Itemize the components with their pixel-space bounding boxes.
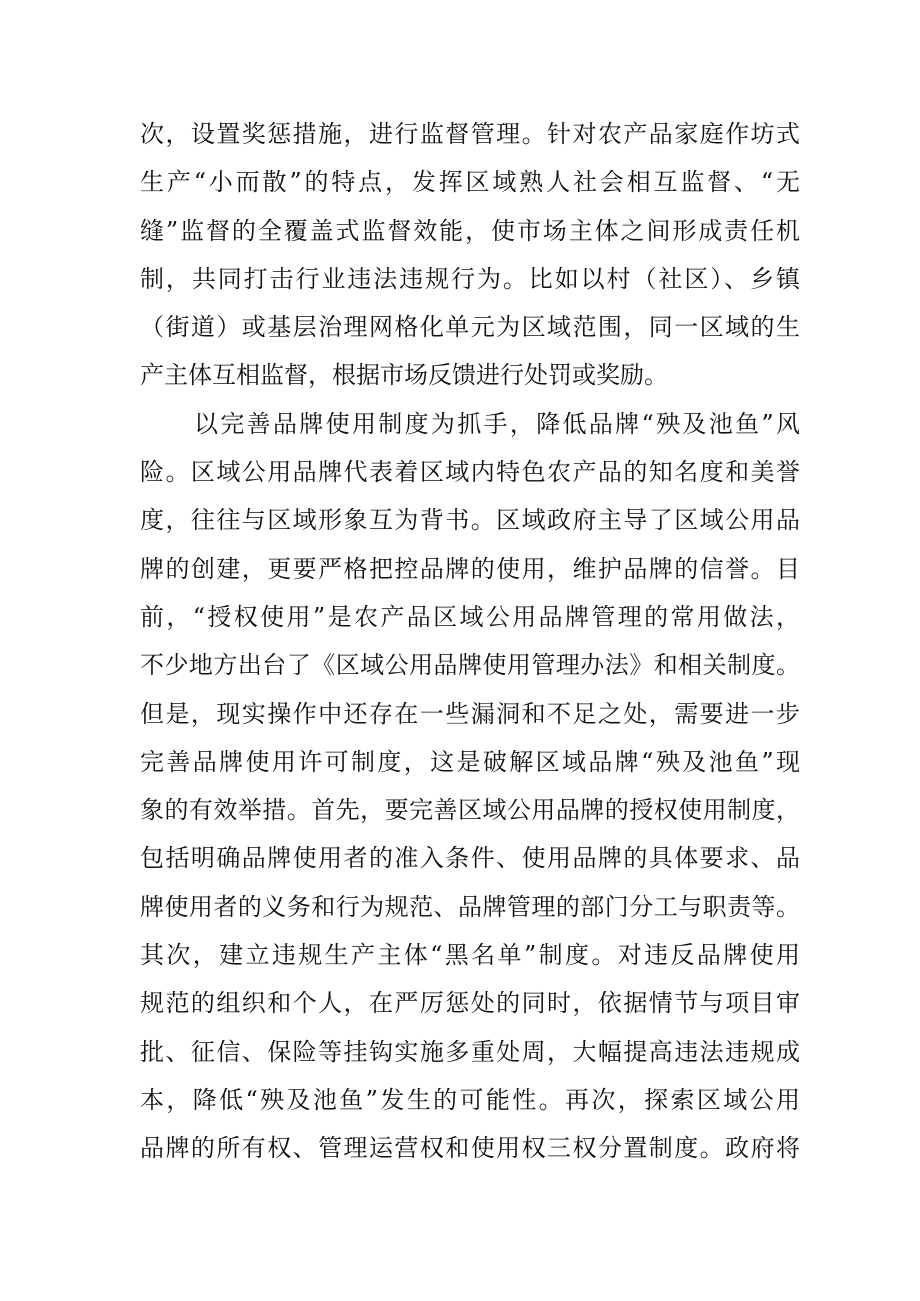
text-line: 制，共同打击行业违法违规行为。比如以村（社区）、乡镇: [140, 264, 800, 293]
text-line: 缝”监督的全覆盖式监督效能，使市场主体之间形成责任机: [140, 216, 800, 245]
text-line: 牌使用者的义务和行为规范、品牌管理的部门分工与职责等。: [140, 892, 800, 921]
paragraph-first-line: 以完善品牌使用制度为抓手，降低品牌“殃及池鱼”风: [194, 409, 800, 438]
text-line: 次，设置奖惩措施，进行监督管理。针对农产品家庭作坊式: [140, 120, 800, 148]
body-text: [140, 110, 800, 1173]
text-line: 完善品牌使用许可制度，这是破解区域品牌“殃及池鱼”现: [140, 747, 800, 776]
text-line: 象的有效举措。首先，要完善区域公用品牌的授权使用制度，: [140, 796, 800, 825]
text-line: 险。区域公用品牌代表着区域内特色农产品的知名度和美誉: [140, 458, 800, 487]
text-line: 本，降低“殃及池鱼”发生的可能性。再次，探索区域公用: [140, 1085, 800, 1114]
text-line: 牌的创建，更要严格把控品牌的使用，维护品牌的信誉。目: [140, 554, 800, 583]
text-line: （街道）或基层治理网格化单元为区域范围，同一区域的生: [140, 313, 800, 342]
text-line: 度，往往与区域形象互为背书。区域政府主导了区域公用品: [140, 506, 800, 535]
text-line: 品牌的所有权、管理运营权和使用权三权分置制度。政府将: [140, 1134, 800, 1163]
text-line: 前，“授权使用”是农产品区域公用品牌管理的常用做法，: [140, 602, 800, 631]
text-line: 其次，建立违规生产主体“黑名单”制度。对违反品牌使用: [140, 941, 800, 970]
text-line: 不少地方出台了《区域公用品牌使用管理办法》和相关制度。: [140, 651, 800, 680]
text-line: 生产“小而散”的特点，发挥区域熟人社会相互监督、“无: [140, 168, 800, 197]
text-line: 但是，现实操作中还存在一些漏洞和不足之处，需要进一步: [140, 699, 800, 728]
text-line: 包括明确品牌使用者的准入条件、使用品牌的具体要求、品: [140, 844, 800, 873]
text-line: 产主体互相监督，根据市场反馈进行处罚或奖励。: [140, 361, 668, 390]
text-line: 批、征信、保险等挂钩实施多重处周，大幅提高违法违规成: [140, 1037, 800, 1066]
text-line: 规范的组织和个人，在严厉惩处的同时，依据情节与项目审: [140, 989, 800, 1018]
